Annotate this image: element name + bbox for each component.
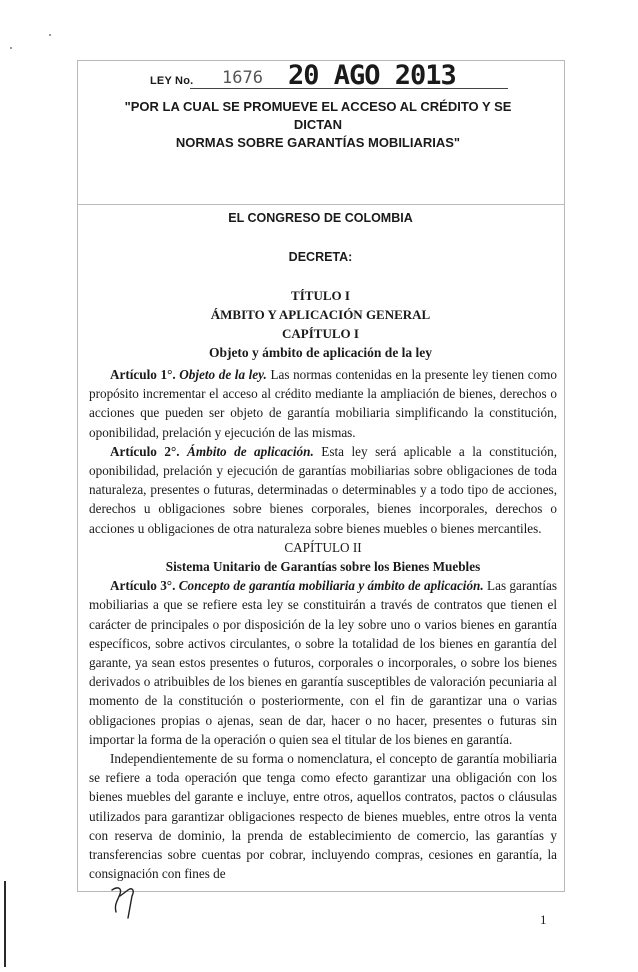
law-title xyxy=(100,98,536,152)
article-2-label: Artículo 2°. xyxy=(110,443,180,459)
law-label: LEY No. xyxy=(150,75,194,87)
article-1 xyxy=(89,365,557,442)
article-3-text: Las garantías mobiliarias a que se refiere esta ley se constituirán a través de contratos que tienen el carácter de principales o por disposición de la ley sobre uno o varios bienes en garantía específicos, sobre activos circulantes, o sobre la totalidad de los bienes en garantía del garante, ya sean estos presentes o futuros, corporales o incorporales, o sobre los bienes derivados o atribuibles de los bienes en garantía susceptibles de valoración pecuniaria al momento de la constitución o posteriormente, con el fin de garantizar una o varias obligaciones propias o ajenas, sean de dar, hacer o no hacer, presentes o futuras sin importar la forma de la operación o quien sea el titular de los bienes en garantía. xyxy=(89,578,557,747)
capitulo-1-heading: CAPÍTULO I xyxy=(282,326,359,341)
article-2-heading: Ámbito de aplicación. xyxy=(187,443,314,459)
titulo-heading: TÍTULO I xyxy=(291,288,350,303)
law-title-line-1: "POR LA CUAL SE PROMUEVE EL ACCESO AL CRÉDITO Y SE DICTAN xyxy=(124,99,512,132)
capitulo-2-name: Sistema Unitario de Garantías sobre los Bienes Muebles xyxy=(165,559,481,575)
decreta-heading: DECRETA: xyxy=(288,250,353,264)
page-number: 1 xyxy=(540,912,547,927)
titulo-name: ÁMBITO Y APLICACIÓN GENERAL xyxy=(210,307,431,322)
law-number: 1676 xyxy=(222,68,263,88)
handwritten-initials xyxy=(108,884,138,920)
document-body xyxy=(89,365,557,883)
article-1-heading: Objeto de la ley. xyxy=(179,367,267,382)
article-3-paragraph-2: Independientemente de su forma o nomenclatura, el concepto de garantía mobiliaria se refiere a toda operación que tenga como efecto garantizar una obligación con los bienes muebles del garante e incluye, entre otros, aquellos contratos, pactos o cláusulas utilizados para garantizar obligaciones respecto de bienes muebles, entre otros la venta con reserva de dominio, la prenda de establecimiento de comercio, las garantías y transferencias sobre cuentas por cobrar, incluyendo compras, cesiones en garantía, la consignación con fines de xyxy=(89,751,557,882)
law-title-line-2: NORMAS SOBRE GARANTÍAS MOBILIARIAS" xyxy=(175,135,461,150)
article-3 xyxy=(89,576,557,749)
article-2 xyxy=(89,442,557,538)
article-3-label: Artículo 3°. xyxy=(110,578,176,594)
scan-speck xyxy=(49,34,51,36)
congress-heading: EL CONGRESO DE COLOMBIA xyxy=(228,211,413,225)
article-1-label: Artículo 1°. xyxy=(110,367,176,382)
article-1-text: Las normas contenidas en la presente ley tienen como propósito incrementar el acceso al crédito mediante la ampliación de bienes, derechos o acciones que pueden ser objeto de garantía mobiliaria simplificando la constitución, oponibilidad, prelación y ejecución de las mismas. xyxy=(89,367,558,440)
article-2-text: Esta ley será aplicable a la constitución, oponibilidad, prelación y ejecución de garantías mobiliarias sobre obligaciones de toda naturaleza, presentes o futuras, determinadas o determinables y a todo tipo de acciones, derechos u obligaciones sobre bienes corporales, bienes incorporales, derechos o acciones u obligaciones de otra naturaleza sobre bienes muebles o bienes mercantiles. xyxy=(89,443,557,536)
date-stamp: 20 AGO 2013 xyxy=(288,60,456,91)
law-number-line xyxy=(150,60,510,91)
margin-mark xyxy=(4,881,6,967)
capitulo-2-heading: CAPÍTULO II xyxy=(284,539,362,555)
law-number-underline xyxy=(190,88,508,89)
article-3-heading: Concepto de garantía mobiliaria y ámbito de aplicación. xyxy=(178,578,484,594)
scan-speck xyxy=(10,47,12,49)
capitulo-1-name: Objeto y ámbito de aplicación de la ley xyxy=(208,345,433,360)
header-divider xyxy=(77,204,564,205)
